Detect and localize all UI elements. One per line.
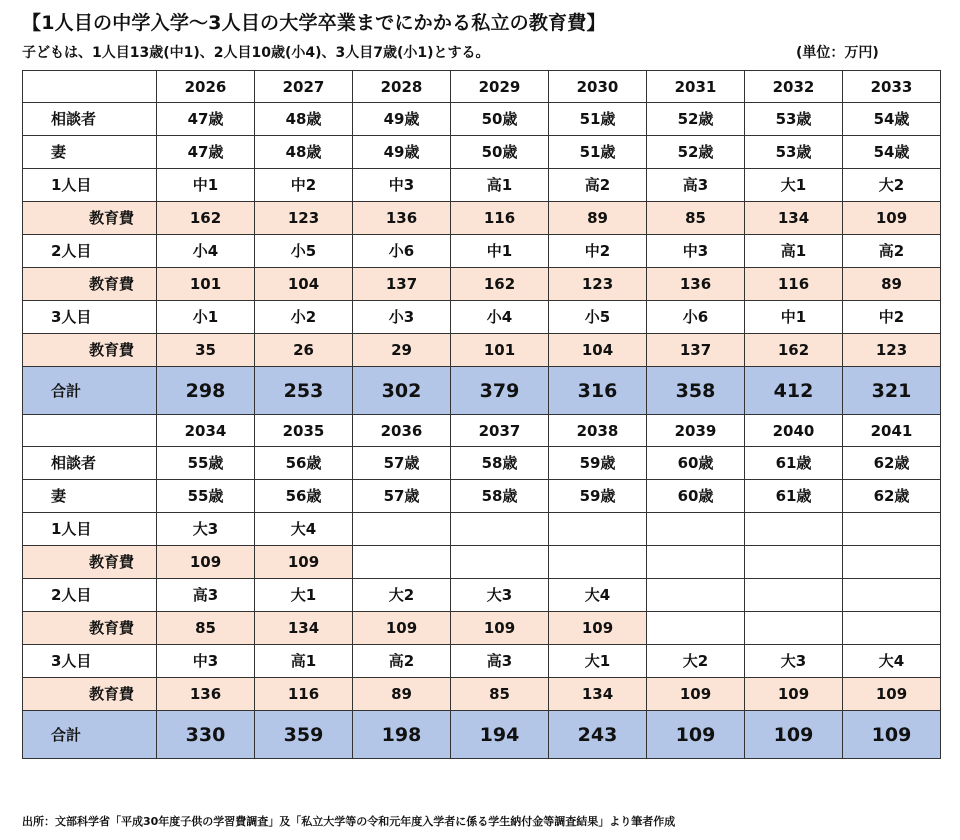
value-cell: 61歳 <box>745 447 843 480</box>
value-cell: 高3 <box>157 579 255 612</box>
cost-cell: 109 <box>647 678 745 711</box>
table-body <box>23 71 941 759</box>
row-label: 教育費 <box>23 612 157 645</box>
total-row <box>23 711 941 759</box>
value-cell <box>451 513 549 546</box>
child1-education-cost-row <box>23 546 941 579</box>
cost-cell: 134 <box>745 202 843 235</box>
cost-cell: 137 <box>647 334 745 367</box>
year-cell: 2035 <box>255 415 353 447</box>
cost-cell: 123 <box>549 268 647 301</box>
cost-cell: 109 <box>745 678 843 711</box>
child1-grade-row <box>23 169 941 202</box>
child3-grade-row <box>23 301 941 334</box>
cost-cell: 101 <box>157 268 255 301</box>
child2-grade-row <box>23 579 941 612</box>
value-cell <box>549 513 647 546</box>
year-cell: 2028 <box>353 71 451 103</box>
value-cell: 高3 <box>451 645 549 678</box>
value-cell <box>843 513 941 546</box>
total-cell: 412 <box>745 367 843 415</box>
row-label: 3人目 <box>23 645 157 678</box>
total-cell: 198 <box>353 711 451 759</box>
value-cell: 大2 <box>647 645 745 678</box>
row-label: 教育費 <box>23 334 157 367</box>
cost-cell: 116 <box>745 268 843 301</box>
page-title: 【1人目の中学入学〜3人目の大学卒業までにかかる私立の教育費】 <box>22 12 606 34</box>
value-cell: 52歳 <box>647 136 745 169</box>
cost-cell: 136 <box>157 678 255 711</box>
cost-cell: 109 <box>843 202 941 235</box>
value-cell: 48歳 <box>255 136 353 169</box>
cost-cell: 89 <box>843 268 941 301</box>
value-cell: 小6 <box>647 301 745 334</box>
cost-cell <box>549 546 647 579</box>
value-cell: 中2 <box>549 235 647 268</box>
value-cell: 大4 <box>255 513 353 546</box>
value-cell: 57歳 <box>353 480 451 513</box>
cost-cell: 35 <box>157 334 255 367</box>
value-cell: 54歳 <box>843 103 941 136</box>
total-cell: 379 <box>451 367 549 415</box>
cost-cell: 136 <box>353 202 451 235</box>
value-cell: 62歳 <box>843 447 941 480</box>
value-cell: 52歳 <box>647 103 745 136</box>
cost-cell: 162 <box>157 202 255 235</box>
year-cell: 2037 <box>451 415 549 447</box>
value-cell: 高2 <box>843 235 941 268</box>
wife-age-row <box>23 136 941 169</box>
total-cell: 358 <box>647 367 745 415</box>
cost-cell: 137 <box>353 268 451 301</box>
row-label: 妻 <box>23 480 157 513</box>
value-cell: 57歳 <box>353 447 451 480</box>
value-cell: 49歳 <box>353 136 451 169</box>
value-cell <box>745 513 843 546</box>
year-cell: 2033 <box>843 71 941 103</box>
child2-education-cost-row <box>23 612 941 645</box>
child3-education-cost-row <box>23 334 941 367</box>
total-cell: 330 <box>157 711 255 759</box>
value-cell: 小4 <box>451 301 549 334</box>
consultant-age-row <box>23 447 941 480</box>
education-cost-table <box>22 70 941 759</box>
value-cell: 47歳 <box>157 103 255 136</box>
value-cell: 53歳 <box>745 136 843 169</box>
row-label: 教育費 <box>23 546 157 579</box>
value-cell: 中3 <box>353 169 451 202</box>
row-label: 教育費 <box>23 268 157 301</box>
year-cell: 2034 <box>157 415 255 447</box>
consultant-age-row <box>23 103 941 136</box>
year-cell: 2029 <box>451 71 549 103</box>
value-cell: 大4 <box>843 645 941 678</box>
cost-cell: 85 <box>647 202 745 235</box>
cost-cell: 85 <box>451 678 549 711</box>
value-cell: 59歳 <box>549 447 647 480</box>
cost-cell: 109 <box>353 612 451 645</box>
value-cell: 大1 <box>549 645 647 678</box>
child3-education-cost-row <box>23 678 941 711</box>
cost-cell: 104 <box>549 334 647 367</box>
total-cell: 109 <box>745 711 843 759</box>
value-cell: 大3 <box>451 579 549 612</box>
total-cell: 243 <box>549 711 647 759</box>
value-cell: 49歳 <box>353 103 451 136</box>
corner-cell <box>23 71 157 103</box>
total-row <box>23 367 941 415</box>
value-cell: 小3 <box>353 301 451 334</box>
year-cell: 2041 <box>843 415 941 447</box>
value-cell: 大1 <box>745 169 843 202</box>
value-cell: 中3 <box>647 235 745 268</box>
value-cell: 56歳 <box>255 480 353 513</box>
value-cell: 60歳 <box>647 480 745 513</box>
cost-cell: 109 <box>451 612 549 645</box>
total-cell: 316 <box>549 367 647 415</box>
value-cell: 大4 <box>549 579 647 612</box>
year-cell: 2030 <box>549 71 647 103</box>
value-cell: 48歳 <box>255 103 353 136</box>
wife-age-row <box>23 480 941 513</box>
value-cell: 62歳 <box>843 480 941 513</box>
cost-cell: 123 <box>255 202 353 235</box>
value-cell: 高1 <box>745 235 843 268</box>
value-cell: 中2 <box>255 169 353 202</box>
cost-cell: 162 <box>451 268 549 301</box>
year-cell: 2031 <box>647 71 745 103</box>
value-cell: 高3 <box>647 169 745 202</box>
cost-cell <box>745 546 843 579</box>
value-cell: 高2 <box>353 645 451 678</box>
year-cell: 2026 <box>157 71 255 103</box>
row-label: 合計 <box>23 711 157 759</box>
cost-cell <box>843 612 941 645</box>
value-cell: 大2 <box>843 169 941 202</box>
row-label: 相談者 <box>23 447 157 480</box>
cost-cell: 109 <box>549 612 647 645</box>
total-cell: 109 <box>843 711 941 759</box>
value-cell: 58歳 <box>451 447 549 480</box>
year-cell: 2032 <box>745 71 843 103</box>
value-cell <box>353 513 451 546</box>
value-cell: 60歳 <box>647 447 745 480</box>
row-label: 相談者 <box>23 103 157 136</box>
cost-cell: 109 <box>843 678 941 711</box>
value-cell: 51歳 <box>549 136 647 169</box>
cost-cell: 89 <box>353 678 451 711</box>
value-cell: 55歳 <box>157 447 255 480</box>
value-cell: 中1 <box>451 235 549 268</box>
total-cell: 109 <box>647 711 745 759</box>
total-cell: 194 <box>451 711 549 759</box>
value-cell: 大2 <box>353 579 451 612</box>
cost-cell <box>353 546 451 579</box>
total-cell: 298 <box>157 367 255 415</box>
cost-cell <box>843 546 941 579</box>
cost-cell: 116 <box>451 202 549 235</box>
value-cell: 小5 <box>549 301 647 334</box>
row-label: 2人目 <box>23 235 157 268</box>
row-label: 2人目 <box>23 579 157 612</box>
value-cell: 47歳 <box>157 136 255 169</box>
value-cell: 50歳 <box>451 103 549 136</box>
value-cell: 50歳 <box>451 136 549 169</box>
row-label: 1人目 <box>23 169 157 202</box>
cost-cell: 104 <box>255 268 353 301</box>
value-cell <box>647 513 745 546</box>
child1-grade-row <box>23 513 941 546</box>
row-label: 3人目 <box>23 301 157 334</box>
row-label: 1人目 <box>23 513 157 546</box>
value-cell: 高1 <box>451 169 549 202</box>
row-label: 合計 <box>23 367 157 415</box>
cost-cell: 101 <box>451 334 549 367</box>
value-cell: 61歳 <box>745 480 843 513</box>
year-header-row <box>23 415 941 447</box>
cost-cell: 109 <box>157 546 255 579</box>
source-note: 出所：文部科学省「平成30年度子供の学習費調査」及「私立大学等の令和元年度入学者に係る学生納付金等調査結果」より筆者作成 <box>22 815 676 828</box>
cost-cell: 29 <box>353 334 451 367</box>
value-cell: 中1 <box>745 301 843 334</box>
year-cell: 2036 <box>353 415 451 447</box>
value-cell: 大3 <box>157 513 255 546</box>
total-cell: 253 <box>255 367 353 415</box>
cost-cell: 85 <box>157 612 255 645</box>
cost-cell: 26 <box>255 334 353 367</box>
row-label: 教育費 <box>23 678 157 711</box>
value-cell <box>647 579 745 612</box>
value-cell <box>843 579 941 612</box>
cost-cell: 162 <box>745 334 843 367</box>
value-cell: 中3 <box>157 645 255 678</box>
cost-cell <box>647 546 745 579</box>
cost-cell: 109 <box>255 546 353 579</box>
value-cell: 高2 <box>549 169 647 202</box>
value-cell: 55歳 <box>157 480 255 513</box>
value-cell: 大3 <box>745 645 843 678</box>
total-cell: 321 <box>843 367 941 415</box>
row-label: 教育費 <box>23 202 157 235</box>
value-cell: 小1 <box>157 301 255 334</box>
value-cell: 53歳 <box>745 103 843 136</box>
year-header-row <box>23 71 941 103</box>
corner-cell <box>23 415 157 447</box>
value-cell: 58歳 <box>451 480 549 513</box>
cost-cell: 89 <box>549 202 647 235</box>
value-cell: 54歳 <box>843 136 941 169</box>
year-cell: 2038 <box>549 415 647 447</box>
value-cell: 高1 <box>255 645 353 678</box>
cost-cell <box>745 612 843 645</box>
row-label: 妻 <box>23 136 157 169</box>
child2-grade-row <box>23 235 941 268</box>
value-cell: 中2 <box>843 301 941 334</box>
table-subtitle: 子どもは、1人目13歳(中1)、2人目10歳(小4)、3人目7歳(小1)とする。 <box>22 45 490 61</box>
cost-cell: 136 <box>647 268 745 301</box>
cost-cell <box>451 546 549 579</box>
value-cell: 大1 <box>255 579 353 612</box>
value-cell: 59歳 <box>549 480 647 513</box>
value-cell: 中1 <box>157 169 255 202</box>
value-cell: 56歳 <box>255 447 353 480</box>
year-cell: 2040 <box>745 415 843 447</box>
child1-education-cost-row <box>23 202 941 235</box>
value-cell: 小5 <box>255 235 353 268</box>
unit-note: (単位：万円) <box>796 45 879 61</box>
cost-cell: 123 <box>843 334 941 367</box>
value-cell: 小4 <box>157 235 255 268</box>
value-cell <box>745 579 843 612</box>
value-cell: 小6 <box>353 235 451 268</box>
child2-education-cost-row <box>23 268 941 301</box>
total-cell: 359 <box>255 711 353 759</box>
cost-cell <box>647 612 745 645</box>
total-cell: 302 <box>353 367 451 415</box>
year-cell: 2027 <box>255 71 353 103</box>
year-cell: 2039 <box>647 415 745 447</box>
value-cell: 51歳 <box>549 103 647 136</box>
value-cell: 小2 <box>255 301 353 334</box>
cost-cell: 116 <box>255 678 353 711</box>
cost-cell: 134 <box>255 612 353 645</box>
child3-grade-row <box>23 645 941 678</box>
cost-cell: 134 <box>549 678 647 711</box>
